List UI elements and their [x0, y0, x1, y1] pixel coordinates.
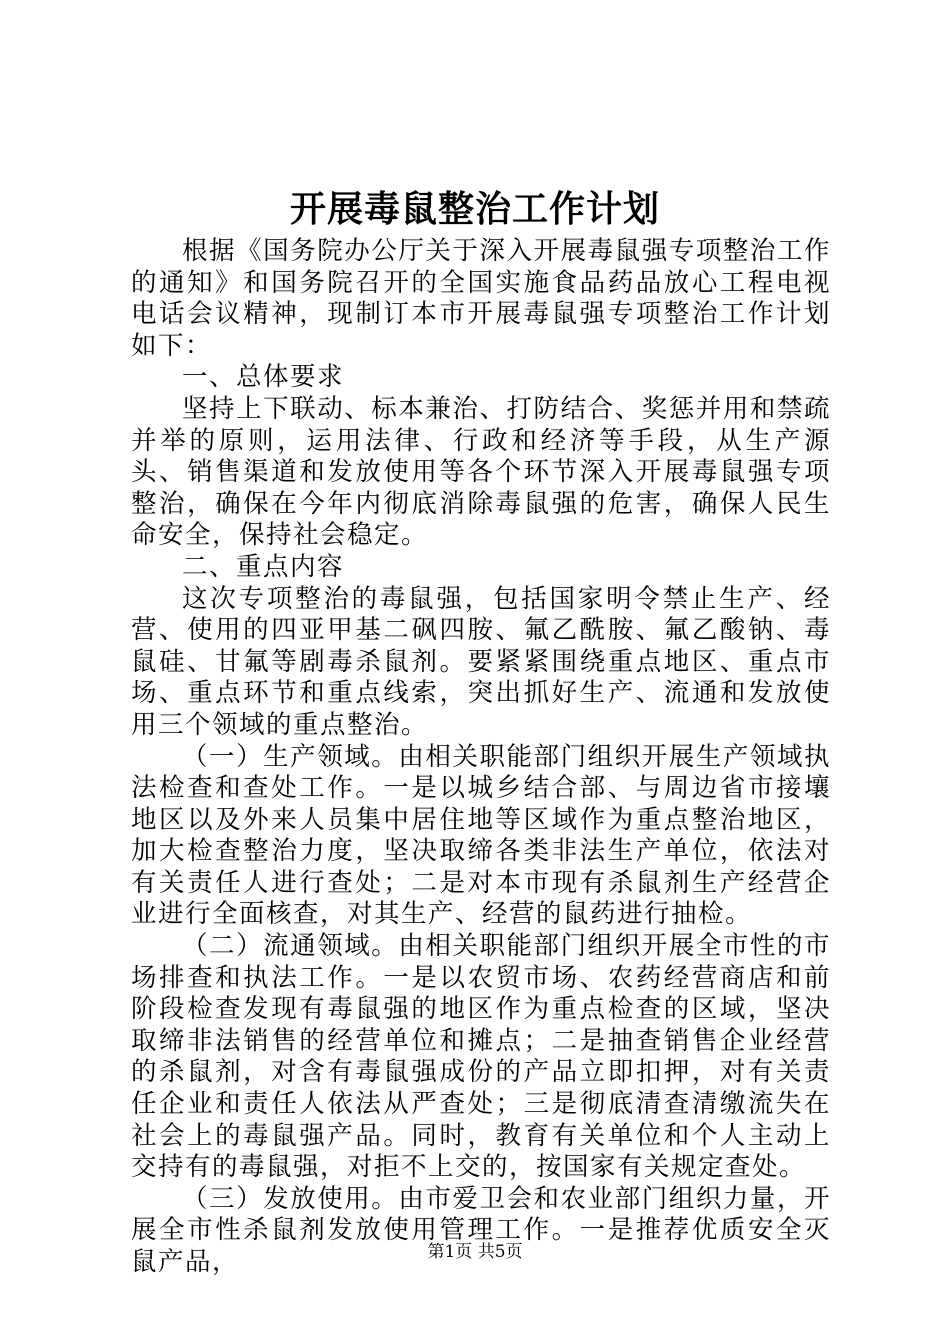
- paragraph-circulation: （二）流通领域。由相关职能部门组织开展全市性的市场排查和执法工作。一是以农贸市场、农药经营商店和前阶段检查发现有毒鼠强的地区作为重点检查的区域，坚决取缔非法销售的经营单位和摊点；二是抽查销售企业经营的杀鼠剂，对含有毒鼠强成份的产品立即扣押，对有关责任企业和责任人依法从严查处；三是彻底清查清缴流失在社会上的毒鼠强产品。同时，教育有关单位和个人主动上交持有的毒鼠强，对拒不上交的，按国家有关规定查处。: [131, 931, 831, 1183]
- paragraph-production: （一）生产领域。由相关职能部门组织开展生产领域执法检查和查处工作。一是以城乡结合部、与周边省市接壤地区以及外来人员集中居住地等区域作为重点整治地区，加大检查整治力度，坚决取缔各类非法生产单位，依法对有关责任人进行查处；二是对本市现有杀鼠剂生产经营企业进行全面核查，对其生产、经营的鼠药进行抽检。: [131, 741, 831, 930]
- section-heading-general-requirements: 一、总体要求: [182, 362, 345, 393]
- section-heading-key-content: 二、重点内容: [182, 551, 345, 582]
- paragraph-intro: 根据《国务院办公厅关于深入开展毒鼠强专项整治工作的通知》和国务院召开的全国实施食品药品放心工程电视电话会议精神，现制订本市开展毒鼠强专项整治工作计划如下：: [131, 236, 831, 361]
- document-body: [131, 236, 831, 1279]
- paragraph-principles: 坚持上下联动、标本兼治、打防结合、奖惩并用和禁疏并举的原则，运用法律、行政和经济等手段，从生产源头、销售渠道和发放使用等各个环节深入开展毒鼠强专项整治，确保在今年内彻底消除毒鼠强的危害，确保人民生命安全，保持社会稳定。: [131, 393, 831, 551]
- paragraph-scope: 这次专项整治的毒鼠强，包括国家明令禁止生产、经营、使用的四亚甲基二砜四胺、氟乙酰胺、氟乙酸钠、毒鼠硅、甘氟等剧毒杀鼠剂。要紧紧围绕重点地区、重点市场、重点环节和重点线索，突出抓好生产、流通和发放使用三个领域的重点整治。: [131, 583, 831, 740]
- paragraph-distribution: （三）发放使用。由市爱卫会和农业部门组织力量，开展全市性杀鼠剂发放使用管理工作。一是推荐优质安全灭鼠产品，: [131, 1183, 831, 1277]
- document-title: 开展毒鼠整治工作计划: [289, 188, 660, 230]
- page-number-footer: 第1页 共5页: [427, 1242, 523, 1262]
